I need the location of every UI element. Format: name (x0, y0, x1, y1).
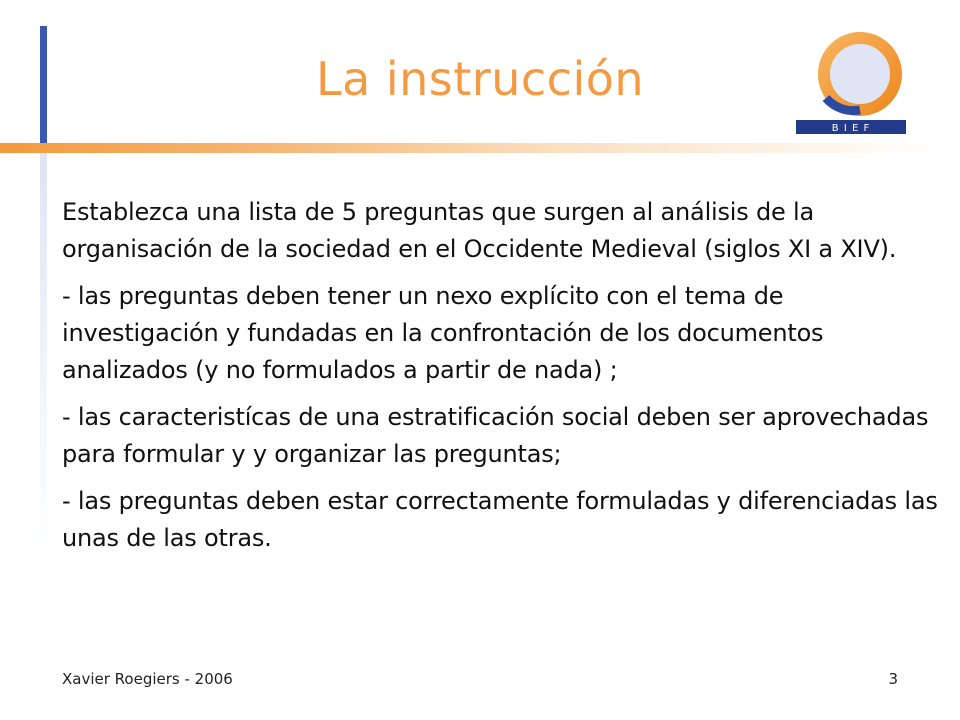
bief-logo (790, 28, 926, 138)
page-number: 3 (888, 670, 898, 688)
left-accent-bar (40, 26, 47, 148)
body-paragraph-4: - las preguntas deben estar correctamente formuladas y diferenciadas las unas de las otras. (62, 487, 938, 552)
slide-title: La instrucción (315, 52, 645, 106)
left-accent-bar-fade (40, 148, 47, 568)
logo-text: B I E F (831, 123, 871, 134)
title-underline (0, 143, 940, 153)
body-paragraph-1: Establezca una lista de 5 preguntas que surgen al análisis de la organisación de la sociedad en el Occidente Medieval (siglos XI a XIV). (62, 198, 897, 263)
body-paragraph-2: - las preguntas deben tener un nexo explícito con el tema de investigación y fundadas en la confrontación de los documentos analizados (y no formulados a partir de nada) ; (62, 282, 824, 384)
slide-body (62, 194, 942, 567)
body-paragraph-3: - las caracteristícas de una estratificación social deben ser aprovechadas para formular y y organizar las preguntas; (62, 403, 929, 468)
footer-author: Xavier Roegiers - 2006 (62, 670, 233, 688)
